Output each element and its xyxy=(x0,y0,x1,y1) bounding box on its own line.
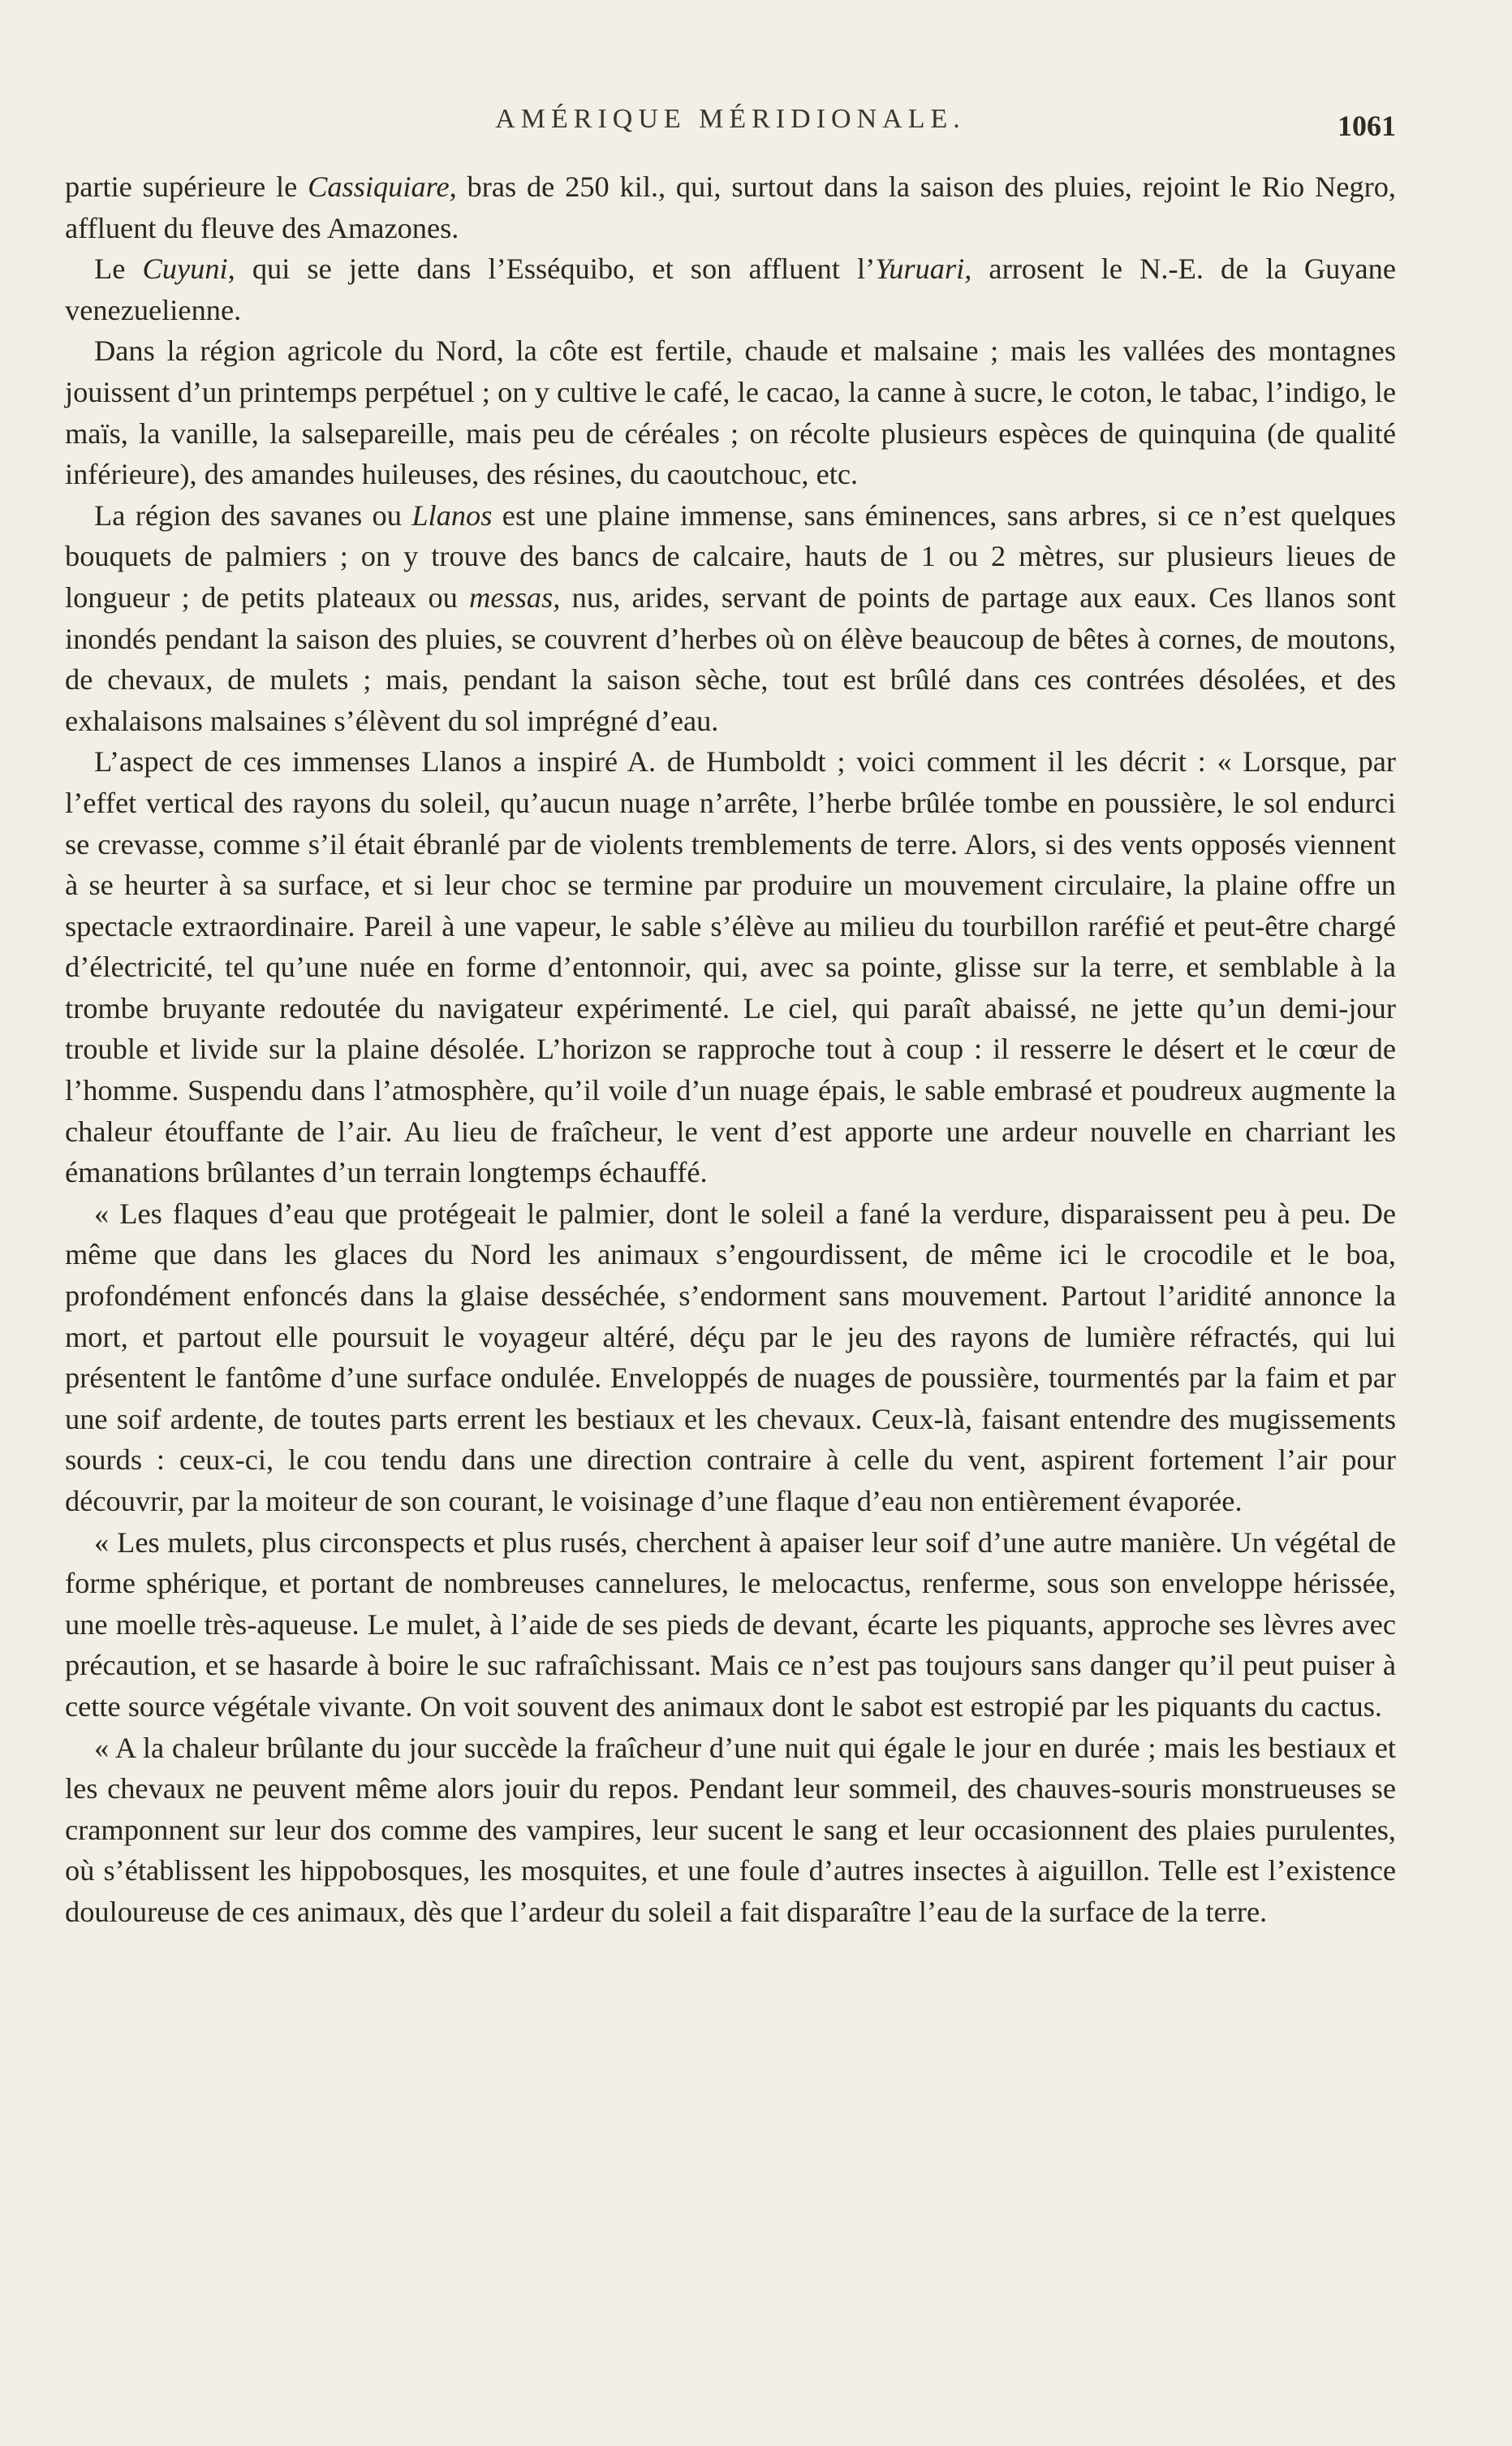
page-number: 1061 xyxy=(1338,110,1396,142)
text-run: arrosent le N.-E. de la Guyane venezuelienne. xyxy=(65,252,1397,326)
body-text xyxy=(65,166,1396,1933)
text-run: qui se jette dans l’Esséquibo, et son affluent l’ xyxy=(235,252,876,286)
text-run: Le xyxy=(94,252,143,286)
paragraph-llanos xyxy=(65,495,1396,742)
paragraph-humboldt-quote xyxy=(65,741,1396,1193)
text-run: est une plaine immense, sans éminences, sans arbres, si ce n’est quelques bouquets de palmiers ; on y trouve des bancs de calcaire, hauts de 1 ou 2 mètres, sur plusieurs lieues de longueur ; de petits plateaux ou xyxy=(65,498,1397,614)
italic-run: Yuruari, xyxy=(875,252,972,286)
paragraph-cuyuni xyxy=(65,248,1396,330)
italic-run: Cassiquiare, xyxy=(308,170,457,203)
italic-run: Llanos xyxy=(411,498,493,532)
paragraph-agricultural-region xyxy=(65,330,1396,494)
italic-run: messas, xyxy=(469,580,561,614)
text-run: « Les flaques d’eau que protégeait le palmier, dont le soleil a fané la verdure, disparaissent peu à peu. De même que dans les glaces du Nord les animaux s’engourdissent, de même ici le crocodile et le boa, profondément enfoncés dans la glaise desséchée, s’endorment sans mouvement. Partout l’aridité annonce la mort, et partout elle poursuit le voyageur altéré, déçu par le jeu des rayons de lumière réfractés, qui lui présentent le fantôme d’une surface ondulée. Enveloppés de nuages de poussière, tourmentés par la faim et par une soif ardente, de toutes parts errent les bestiaux et les chevaux. Ceux-là, faisant entendre des mugissements sourds : ceux-ci, le cou tendu dans une direction contraire à celle du vent, aspirent fortement l’air pour découvrir, par la moiteur de son courant, le voisinage d’une flaque d’eau non entièrement évaporée. xyxy=(65,1197,1396,1517)
paragraph-flaques xyxy=(65,1193,1396,1522)
text-run: partie supérieure le xyxy=(65,170,308,203)
text-run: L’aspect de ces immenses Llanos a inspiré A. de Humboldt ; voici comment il les décrit : « Lorsque, par l’effet vertical des rayons du soleil, qu’aucun nuage n’arrête, l’herbe brûlée tombe en poussière, le sol endurci se crevasse, comme s’il était ébranlé par de violents tremblements de terre. Alors, si des vents opposés viennent à se heurter à sa surface, et si leur choc se termine par produire un mouvement circulaire, la plaine offre un spectacle extraordinaire. Pareil à une vapeur, le sable s’élève au milieu du tourbillon raréfié et peut-être chargé d’électricité, tel qu’une nuée en forme d’entonnoir, qui, avec sa pointe, glisse sur la terre, et semblable à la trombe bruyante redoutée du navigateur expérimenté. Le ciel, qui paraît abaissé, ne jette qu’un demi-jour trouble et livide sur la plaine désolée. L’horizon se rapproche tout à coup : il resserre le désert et le cœur de l’homme. Suspendu dans l’atmosphère, qu’il voile d’un nuage épais, le sable embrasé et poudreux augmente la chaleur étouffante de l’air. Au lieu de fraîcheur, le vent d’est apporte une ardeur nouvelle en charriant les émanations brûlantes d’un terrain longtemps échauffé. xyxy=(65,745,1396,1189)
text-run: bras de 250 kil., qui, surtout dans la saison des pluies, rejoint le Rio Negro, affluent du fleuve des Amazones. xyxy=(65,170,1396,244)
text-run: « A la chaleur brûlante du jour succède la fraîcheur d’une nuit qui égale le jour en durée ; mais les bestiaux et les chevaux ne peuvent même alors jouir du repos. Pendant leur sommeil, des chauves-souris monstrueuses se cramponnent sur leur dos comme des vampires, leur sucent le sang et leur occasionnent des plaies purulentes, où s’établissent les hippobosques, les mosquites, et une foule d’autres insectes à aiguillon. Telle est l’existence douloureuse de ces animaux, dès que l’ardeur du soleil a fait disparaître l’eau de la surface de la terre. xyxy=(65,1731,1396,1928)
text-run: « Les mulets, plus circonspects et plus rusés, cherchent à apaiser leur soif d’une autre manière. Un végétal de forme sphérique, et portant de nombreuses cannelures, le melocactus, renferme, sous son enveloppe hérissée, une moelle très-aqueuse. Le mulet, à l’aide de ses pieds de devant, écarte les piquants, approche ses lèvres avec précaution, et se hasarde à boire le suc rafraîchissant. Mais ce n’est pas toujours sans danger qu’il peut puiser à cette source végétale vivante. On voit souvent des animaux dont le sabot est estropié par les piquants du cactus. xyxy=(65,1525,1396,1723)
text-run: Dans la région agricole du Nord, la côte est fertile, chaude et malsaine ; mais les vallées des montagnes jouissent d’un printemps perpétuel ; on y cultive le café, le cacao, la canne à sucre, le coton, le tabac, l’indigo, le maïs, la vanille, la salsepareille, mais peu de céréales ; on récolte plusieurs espèces de quinquina (de qualité inférieure), des amandes huileuses, des résines, du caoutchouc, etc. xyxy=(65,334,1396,491)
page-header xyxy=(65,104,1396,145)
running-title: AMÉRIQUE MÉRIDIONALE. xyxy=(495,104,966,134)
italic-run: Cuyuni, xyxy=(142,252,235,286)
paragraph-mulets xyxy=(65,1522,1396,1728)
text-run: nus, arides, servant de points de partage aux eaux. Ces llanos sont inondés pendant la saison des pluies, se couvrent d’herbes où on élève beaucoup de bêtes à cornes, de moutons, de chevaux, de mulets ; mais, pendant la saison sèche, tout est brûlé dans ces contrées désolées, et des exhalaisons malsaines s’élèvent du sol imprégné d’eau. xyxy=(65,580,1396,737)
text-run: La région des savanes ou xyxy=(94,498,412,532)
paragraph-nuit xyxy=(65,1728,1396,1933)
paragraph-cassiquiare xyxy=(65,166,1396,248)
